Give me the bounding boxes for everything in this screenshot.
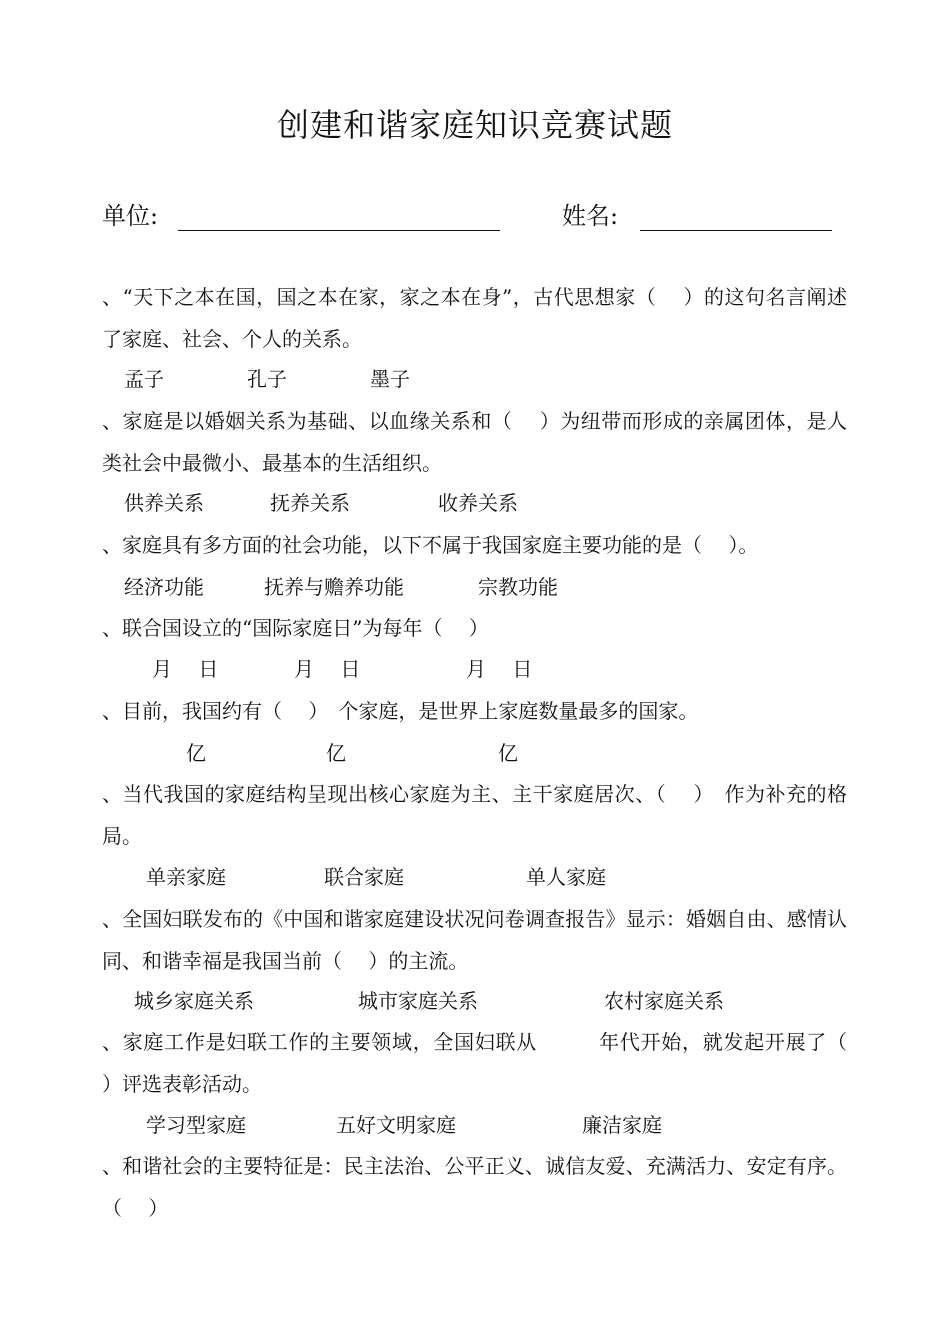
question-3-options [102,566,847,608]
question-4: 、联合国设立的“国际家庭日”为每年（ ） [102,616,489,640]
question-4-options [102,648,847,690]
option[interactable]: 单亲家庭 [146,865,226,889]
question-8: 、家庭工作是妇联工作的主要领域，全国妇联从 年代开始，就发起开展了（ ）评选表彰活动。 [102,1030,874,1096]
option[interactable]: 抚养关系 [270,491,350,515]
option[interactable]: 学习型家庭 [146,1113,246,1137]
question-6: 、当代我国的家庭结构呈现出核心家庭为主、主干家庭居次、（ ） 作为补充的格局。 [102,782,847,848]
option[interactable]: 月 日 [294,657,361,681]
option[interactable]: 孟子 [124,367,164,391]
unit-label: 单位: [102,202,159,230]
option[interactable]: 廉洁家庭 [582,1113,662,1137]
option[interactable]: 联合家庭 [324,865,404,889]
option[interactable]: 单人家庭 [526,865,606,889]
option[interactable]: 孔子 [247,367,287,391]
question-5-options [102,732,847,774]
option[interactable]: 墨子 [370,367,410,391]
question-7-options [102,980,847,1022]
question-6-options [102,856,847,898]
option[interactable]: 城市家庭关系 [358,989,478,1013]
unit-input-line[interactable] [178,230,500,231]
question-5: 、目前，我国约有（ ） 个家庭，是世界上家庭数量最多的国家。 [102,699,699,723]
question-2: 、家庭是以婚姻关系为基础、以血缘关系和（ ）为纽带而形成的亲属团体，是人类社会中最微小、最基本的生活组织。 [102,409,847,475]
option[interactable]: 宗教功能 [478,575,558,599]
name-label: 姓名: [562,202,619,230]
question-7: 、全国妇联发布的《中国和谐家庭建设状况问卷调查报告》显示：婚姻自由、感情认同、和谐幸福是我国当前（ ）的主流。 [102,907,847,973]
option[interactable]: 月 日 [466,657,533,681]
option[interactable]: 城乡家庭关系 [134,989,254,1013]
question-9: 、和谐社会的主要特征是：民主法治、公平正义、诚信友爱、充满活力、安定有序。（ ） [102,1154,847,1220]
question-1-options [102,358,847,400]
page-title: 创建和谐家庭知识竞赛试题 [276,106,673,144]
option[interactable]: 农村家庭关系 [604,989,724,1013]
question-3: 、家庭具有多方面的社会功能，以下不属于我国家庭主要功能的是（ ）。 [102,533,759,557]
option[interactable]: 月 日 [152,657,219,681]
option[interactable]: 收养关系 [438,491,518,515]
option[interactable]: 供养关系 [124,491,204,515]
option[interactable]: 亿 [186,741,206,765]
option[interactable]: 抚养与赡养功能 [264,575,404,599]
name-input-line[interactable] [640,230,832,231]
question-8-options [102,1104,847,1146]
option[interactable]: 经济功能 [124,575,204,599]
question-2-options [102,482,847,524]
option[interactable]: 亿 [498,741,518,765]
option[interactable]: 亿 [326,741,346,765]
question-1: 、“天下之本在国，国之本在家，家之本在身”，古代思想家（ ）的这句名言阐述了家庭、社会、个人的关系。 [102,285,847,351]
option[interactable]: 五好文明家庭 [336,1113,456,1137]
